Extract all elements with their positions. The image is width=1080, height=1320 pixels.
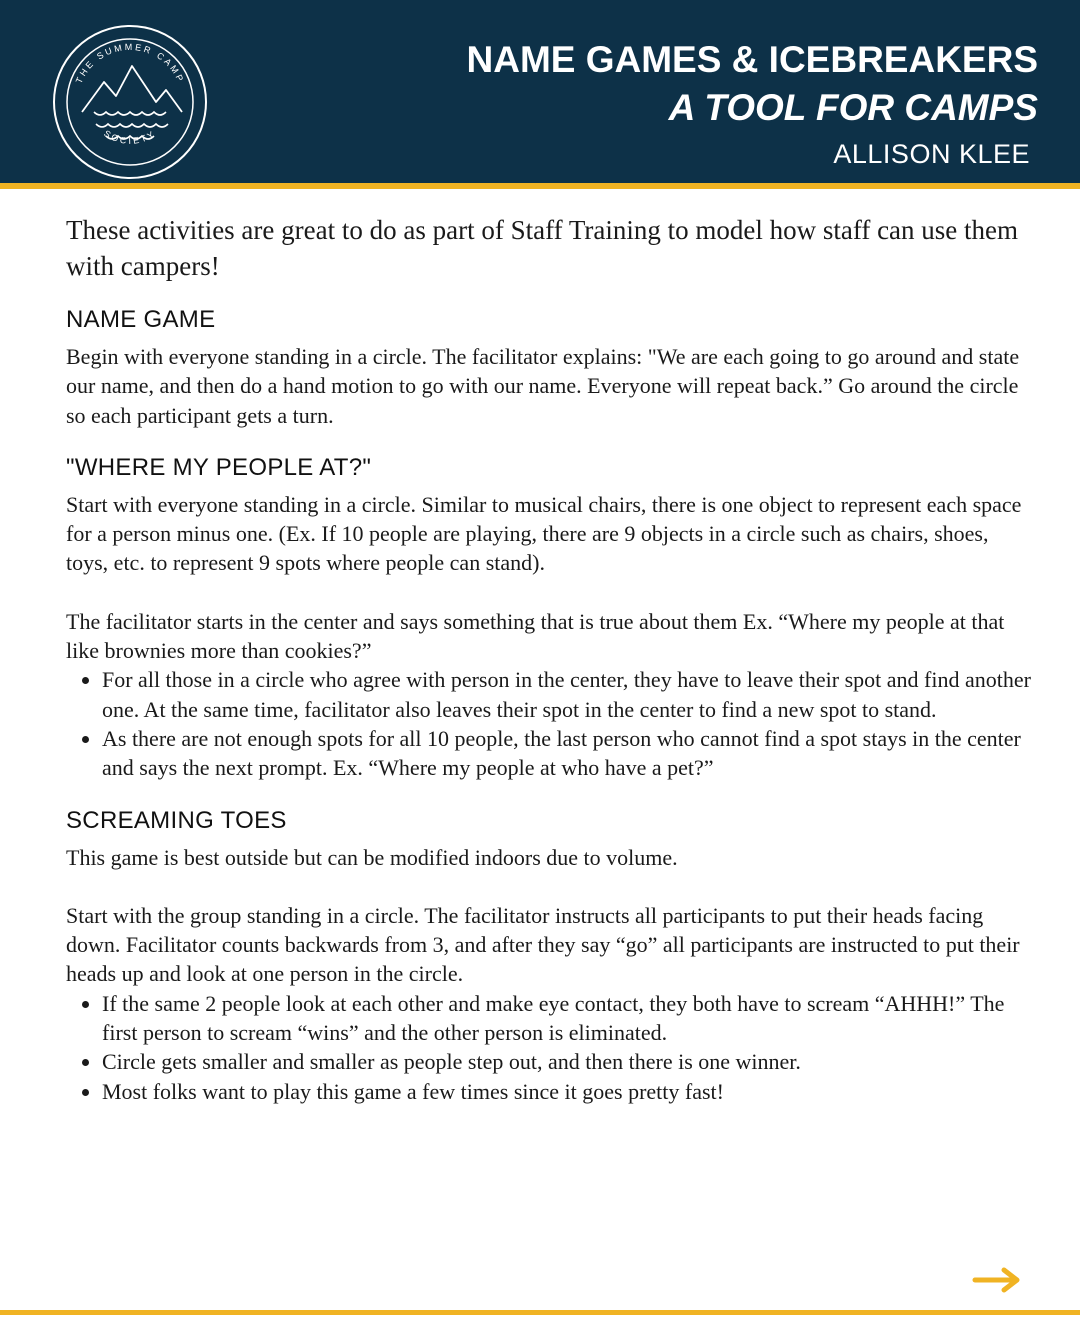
list-item: • Circle gets smaller and smaller as people step out, and then there is one winner. <box>102 1047 1034 1076</box>
header-text <box>467 36 1039 176</box>
screaming-toes-paragraph-2: Start with the group standing in a circle. The facilitator instructs all participants to put their heads facing down. Facilitator counts backwards from 3, and after they say “go” all participants are instructed to put their heads up and look at one person in the circle. <box>66 902 1020 987</box>
section-heading-screaming-toes: SCREAMING TOES <box>66 806 287 834</box>
arrow-right-icon[interactable] <box>972 1266 1022 1294</box>
main-content <box>66 212 1034 1106</box>
page-header <box>0 0 1080 189</box>
where-my-people-paragraph-2: The facilitator starts in the center and says something that is true about them Ex. “Where my people at that like brownies more than cookies?” <box>66 608 1005 664</box>
logo-text-bottom: SOCIETY <box>102 128 158 147</box>
where-my-people-paragraph-1: Start with everyone standing in a circle. Similar to musical chairs, there is one object to represent each space for a person minus one. (Ex. If 10 people are playing, there are 9 objects in a circle such as chairs, shoes, toys, etc. to represent 9 spots where people can stand). <box>66 491 1022 576</box>
list-item: • For all those in a circle who agree with person in the center, they have to leave their spot and find another one. At the same time, facilitator also leaves their spot in the center to find a new spot to stand. <box>102 665 1034 724</box>
intro-paragraph: These activities are great to do as part of Staff Training to model how staff can use them with campers! <box>66 215 1019 281</box>
author-name: ALLISON KLEE <box>833 139 1030 169</box>
summer-camp-society-logo <box>52 24 208 180</box>
where-my-people-bullets <box>66 665 1034 782</box>
name-game-paragraph: Begin with everyone standing in a circle. The facilitator explains: "We are each going to go around and state our name, and then do a hand motion to go with our name. Everyone will repeat back.” Go around the circle so each participant gets a turn. <box>66 344 1020 428</box>
page-title: NAME GAMES & ICEBREAKERS <box>466 39 1038 80</box>
screaming-toes-bullets <box>66 989 1034 1106</box>
section-heading-name-game: NAME GAME <box>66 306 216 333</box>
logo-text-top: THE SUMMER CAMP <box>73 41 187 85</box>
svg-text:THE SUMMER CAMP <box>74 42 187 85</box>
section-heading-where-my-people-at: "WHERE MY PEOPLE AT?" <box>66 453 372 481</box>
screaming-toes-paragraph-1: This game is best outside but can be modified indoors due to volume. <box>66 844 678 870</box>
page-subtitle: A TOOL FOR CAMPS <box>668 87 1038 128</box>
list-item: • As there are not enough spots for all 10 people, the last person who cannot find a spot stays in the center and says the next prompt. Ex. “Where my people at who have a pet?” <box>102 724 1034 783</box>
list-item: • Most folks want to play this game a few times since it goes pretty fast! <box>102 1077 1034 1106</box>
list-item: • If the same 2 people look at each other and make eye contact, they both have to scream “AHHH!” The first person to scream “wins” and the other person is eliminated. <box>102 989 1034 1048</box>
footer-accent-line <box>0 1310 1080 1315</box>
